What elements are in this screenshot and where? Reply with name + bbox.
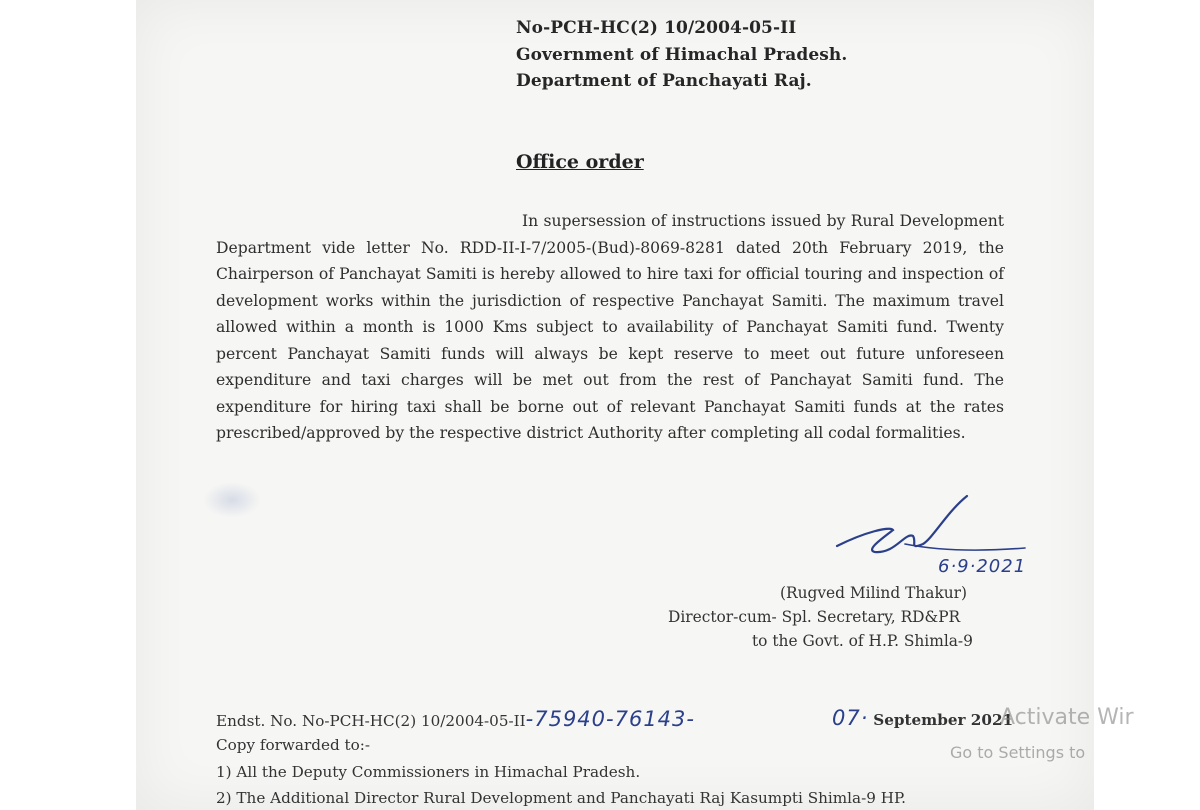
activate-windows-text: Activate Wir [1000,705,1134,730]
endorsement-handwritten-number: -75940-76143- [525,707,695,731]
endorsement-date [832,706,1013,730]
body-rest: Development Department vide letter No. RDD-II-I-7/2005-(Bud)-8069-8281 dated 20th February 2019, the Chairperson of Panchayat Samiti is hereby allowed to hire taxi for official touring and inspection of development works within the jurisdiction of respective Panchayat Samiti. The maximum travel allowed within a month is 1000 Kms subject to availability of Panchayat Samiti fund. Twenty percent Panchayat Samiti funds will always be kept reserve to meet out future unforeseen expenditure and taxi charges will be met out from the rest of Panchayat Samiti fund. The expenditure for hiring taxi shall be borne out of relevant Panchayat Samiti funds at the rates prescribed/approved by the respective district Authority after completing all codal formalities. [216,212,1004,442]
government-name: Government of Himachal Pradesh. [516,45,848,65]
endorsement-number [216,707,695,731]
department-name: Department of Panchayati Raj. [516,71,812,91]
copy-item-2: 2) The Additional Director Rural Development and Panchayati Raj Kasumpti Shimla-9 HP. [216,789,906,807]
body-first-line: In supersession of instructions issued by Rural [522,212,895,230]
reference-number: No-PCH-HC(2) 10/2004-05-II [516,18,797,38]
copy-forwarded-heading: Copy forwarded to:- [216,736,370,754]
signatory-location: to the Govt. of H.P. Shimla-9 [752,632,973,650]
endorsement-printed-number: Endst. No. No-PCH-HC(2) 10/2004-05-II [216,712,526,730]
document-title: Office order [516,151,644,173]
endorsement-month-year: September 2021 [873,711,1014,729]
endorsement-handwritten-day: 07· [832,706,869,730]
go-to-settings-text: Go to Settings to [950,743,1086,762]
signatory-name: (Rugved Milind Thakur) [780,584,968,602]
ink-smudge [203,482,261,518]
signature-date: 6·9·2021 [938,556,1027,577]
signatory-designation: Director-cum- Spl. Secretary, RD&PR [668,608,961,626]
copy-item-1: 1) All the Deputy Commissioners in Himachal Pradesh. [216,763,641,781]
order-body [216,208,1004,447]
